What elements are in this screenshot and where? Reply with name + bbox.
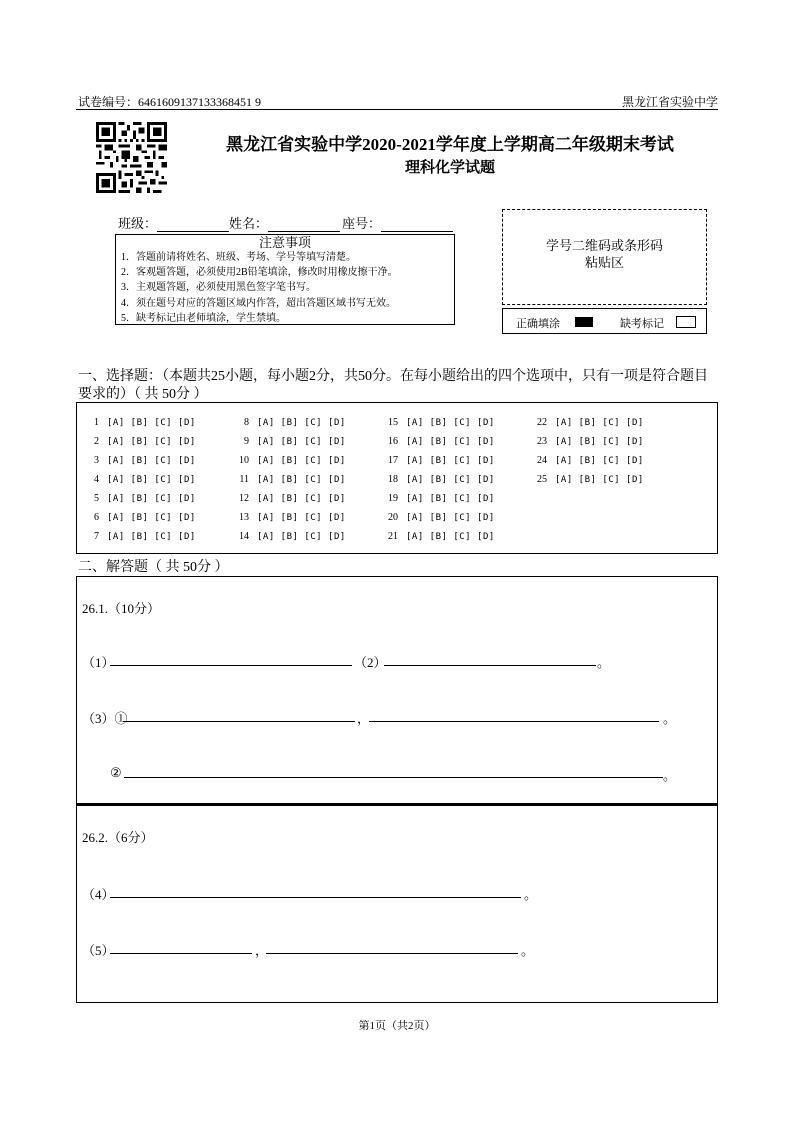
period: 。 bbox=[521, 943, 535, 958]
class-label: 班级： bbox=[118, 216, 158, 231]
name-label: 姓名： bbox=[229, 216, 269, 231]
notice-item: 1．答题前请将姓名、班级、考场、学号等填写清楚。 bbox=[121, 252, 356, 263]
mcq-option-bubbles[interactable]: [A] [B] [C] [D] bbox=[406, 456, 495, 466]
mcq-option-bubbles[interactable]: [A] [B] [C] [D] bbox=[107, 437, 196, 447]
section1-heading: 一、选择题：（本题共25小题，每小题2分，共50分。在每小题给出的四个选项中，只有一项是符合题目要求的）（ 共 50分 ） bbox=[78, 369, 708, 402]
mcq-question-number: 11 bbox=[239, 474, 249, 485]
name-field[interactable] bbox=[229, 213, 340, 232]
mcq-option-bubbles[interactable]: [A] [B] [C] [D] bbox=[257, 418, 346, 428]
comma: ， bbox=[357, 711, 371, 726]
mcq-option-bubbles[interactable]: [A] [B] [C] [D] bbox=[257, 437, 346, 447]
mcq-question-number: 8 bbox=[244, 417, 249, 428]
mcq-question-number: 6 bbox=[94, 512, 99, 523]
mcq-question-number: 15 bbox=[388, 417, 398, 428]
school-name: 黑龙江省实验中学 bbox=[621, 95, 718, 109]
part-label: （5） bbox=[82, 943, 115, 958]
mcq-question-number: 25 bbox=[537, 474, 547, 485]
barcode-paste-area bbox=[502, 209, 707, 305]
mcq-question-number: 2 bbox=[94, 436, 99, 447]
notice-item: 5．缺考标记由老师填涂，学生禁填。 bbox=[121, 312, 286, 324]
mcq-question-number: 1 bbox=[94, 417, 99, 428]
page-number: 第1页（共2页） bbox=[358, 1020, 436, 1032]
question-title: 26.2.（6分） bbox=[82, 830, 154, 845]
correct-fill-label: 正确填涂 bbox=[516, 318, 560, 330]
mcq-question-number: 10 bbox=[239, 455, 249, 466]
mcq-question-number: 12 bbox=[239, 493, 249, 504]
mcq-option-bubbles[interactable]: [A] [B] [C] [D] bbox=[406, 532, 495, 542]
barcode-label-line2: 粘贴区 bbox=[584, 255, 624, 270]
answer-blank-3a[interactable] bbox=[123, 721, 355, 722]
answer-box-26-2 bbox=[76, 804, 718, 1003]
part-label: （3）① bbox=[82, 711, 128, 726]
mcq-question-number: 16 bbox=[388, 436, 398, 447]
period: 。 bbox=[663, 768, 677, 783]
period: 。 bbox=[597, 655, 611, 670]
answer-blank-3b[interactable] bbox=[369, 721, 659, 722]
mcq-question-number: 4 bbox=[94, 474, 99, 485]
notice-item: 2．客观题答题，必须使用2B铅笔填涂，修改时用橡皮擦干净。 bbox=[121, 267, 398, 279]
period: 。 bbox=[524, 887, 538, 902]
notice-title: 注意事项 bbox=[258, 235, 311, 250]
filled-swatch-icon bbox=[575, 317, 593, 327]
exam-title: 黑龙江省实验中学2020-2021学年度上学期高二年级期末考试 bbox=[226, 135, 674, 154]
qr-code-icon bbox=[96, 122, 167, 193]
seat-field[interactable] bbox=[342, 213, 453, 232]
mcq-question-number: 14 bbox=[239, 531, 249, 542]
notice-box bbox=[115, 234, 455, 325]
paper-id: 试卷编号：6461609137133368451 9 bbox=[78, 95, 262, 109]
mcq-question-number: 9 bbox=[244, 436, 249, 447]
mcq-option-bubbles[interactable]: [A] [B] [C] [D] bbox=[107, 494, 196, 504]
question-title: 26.1.（10分） bbox=[82, 601, 161, 616]
part-label: ② bbox=[110, 765, 122, 780]
mcq-option-bubbles[interactable]: [A] [B] [C] [D] bbox=[555, 475, 644, 485]
mcq-option-bubbles[interactable]: [A] [B] [C] [D] bbox=[555, 418, 644, 428]
class-field[interactable] bbox=[118, 213, 229, 232]
absent-mark-label: 缺考标记 bbox=[620, 318, 664, 330]
mcq-question-number: 20 bbox=[388, 512, 398, 523]
mcq-option-bubbles[interactable]: [A] [B] [C] [D] bbox=[257, 513, 346, 523]
seat-label: 座号： bbox=[342, 216, 382, 231]
mcq-option-bubbles[interactable]: [A] [B] [C] [D] bbox=[406, 494, 495, 504]
part-label: （4） bbox=[82, 887, 115, 902]
mcq-question-number: 3 bbox=[94, 455, 99, 466]
mcq-question-number: 7 bbox=[94, 531, 99, 542]
notice-item: 4．须在题号对应的答题区域内作答，超出答题区域书写无效。 bbox=[121, 297, 396, 309]
mcq-option-bubbles[interactable]: [A] [B] [C] [D] bbox=[107, 532, 196, 542]
period: 。 bbox=[663, 711, 677, 726]
mcq-answer-grid bbox=[76, 402, 718, 554]
mcq-question-number: 5 bbox=[94, 493, 99, 504]
mcq-option-bubbles[interactable]: [A] [B] [C] [D] bbox=[107, 418, 196, 428]
mcq-question-number: 18 bbox=[388, 474, 398, 485]
mcq-question-number: 19 bbox=[388, 493, 398, 504]
barcode-label-line1: 学号二维码或条形码 bbox=[545, 238, 663, 253]
answer-blank-5b[interactable] bbox=[266, 953, 518, 954]
mcq-option-bubbles[interactable]: [A] [B] [C] [D] bbox=[406, 513, 495, 523]
mcq-question-number: 24 bbox=[537, 455, 547, 466]
fill-legend bbox=[502, 308, 707, 334]
mcq-option-bubbles[interactable]: [A] [B] [C] [D] bbox=[555, 437, 644, 447]
part-label: （2） bbox=[354, 655, 387, 670]
mcq-option-bubbles[interactable]: [A] [B] [C] [D] bbox=[257, 494, 346, 504]
answer-blank-1[interactable] bbox=[110, 665, 352, 666]
mcq-option-bubbles[interactable]: [A] [B] [C] [D] bbox=[257, 475, 346, 485]
answer-box-26-1 bbox=[76, 576, 718, 804]
mcq-question-number: 23 bbox=[537, 436, 547, 447]
answer-blank-3c[interactable] bbox=[124, 777, 663, 778]
mcq-option-bubbles[interactable]: [A] [B] [C] [D] bbox=[257, 456, 346, 466]
mcq-option-bubbles[interactable]: [A] [B] [C] [D] bbox=[406, 437, 495, 447]
answer-blank-2[interactable] bbox=[384, 665, 596, 666]
mcq-option-bubbles[interactable]: [A] [B] [C] [D] bbox=[257, 532, 346, 542]
header-divider bbox=[76, 109, 718, 110]
answer-blank-5a[interactable] bbox=[110, 953, 252, 954]
answer-blank-4[interactable] bbox=[110, 897, 521, 898]
mcq-option-bubbles[interactable]: [A] [B] [C] [D] bbox=[107, 456, 196, 466]
exam-subtitle: 理科化学试题 bbox=[404, 160, 495, 176]
mcq-option-bubbles[interactable]: [A] [B] [C] [D] bbox=[107, 513, 196, 523]
section2-heading: 二、解答题（ 共 50分 ） bbox=[78, 560, 229, 575]
mcq-question-number: 13 bbox=[239, 512, 249, 523]
mcq-question-number: 21 bbox=[388, 531, 398, 542]
mcq-option-bubbles[interactable]: [A] [B] [C] [D] bbox=[555, 456, 644, 466]
mcq-option-bubbles[interactable]: [A] [B] [C] [D] bbox=[107, 475, 196, 485]
mcq-option-bubbles[interactable]: [A] [B] [C] [D] bbox=[406, 475, 495, 485]
mcq-question-number: 22 bbox=[537, 417, 547, 428]
notice-item: 3．主观题答题，必须使用黑色签字笔书写。 bbox=[121, 282, 316, 294]
absent-mark-checkbox[interactable] bbox=[676, 316, 696, 328]
comma: ， bbox=[255, 943, 269, 958]
mcq-question-number: 17 bbox=[388, 455, 398, 466]
part-label: （1） bbox=[82, 655, 115, 670]
mcq-option-bubbles[interactable]: [A] [B] [C] [D] bbox=[406, 418, 495, 428]
